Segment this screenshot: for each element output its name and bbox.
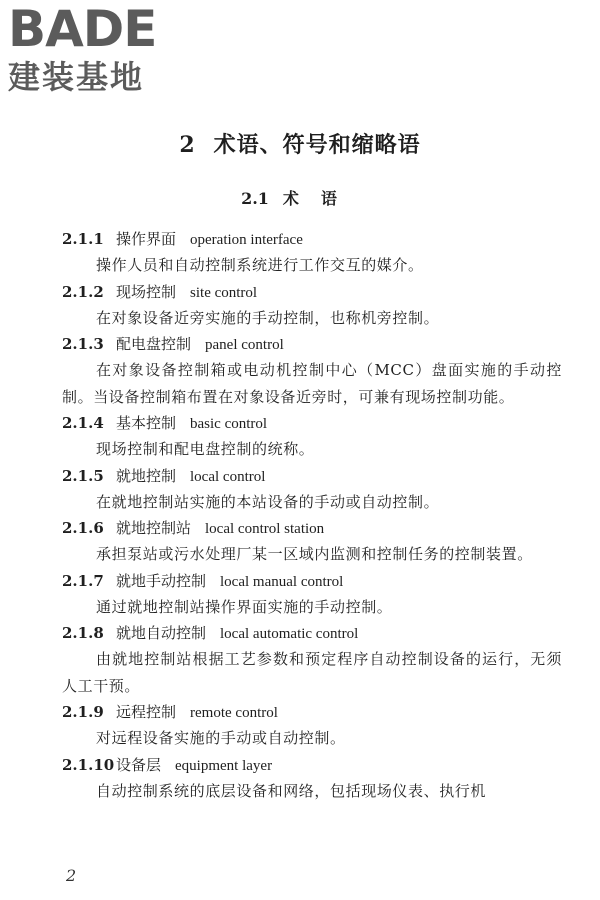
term-entry bbox=[62, 620, 562, 699]
logo-brand: BADE bbox=[8, 0, 157, 58]
term-english: local control station bbox=[205, 521, 325, 537]
term-definition: 在就地控制站实施的本站设备的手动或自动控制。 bbox=[96, 492, 440, 511]
term-english: site control bbox=[190, 284, 258, 301]
term-definition: 由就地控制站根据工艺参数和预定程序自动控制设备的运行，无须人工干预。 bbox=[62, 650, 562, 695]
term-definition: 自动控制系统的底层设备和网络，包括现场仪表、执行机 bbox=[96, 781, 487, 800]
term-entry bbox=[62, 752, 562, 805]
term-entry bbox=[62, 568, 562, 621]
term-english: basic control bbox=[190, 416, 268, 432]
term-english: local manual control bbox=[220, 573, 344, 590]
term-entry bbox=[62, 463, 562, 516]
chapter-title bbox=[0, 128, 600, 159]
term-english: remote control bbox=[190, 705, 278, 721]
logo-subtitle: 建装基地 bbox=[8, 58, 145, 96]
term-heading bbox=[62, 568, 562, 594]
bade-logo bbox=[8, 0, 178, 96]
section-title-text: 术语 bbox=[282, 189, 359, 208]
chapter-number: 2 bbox=[179, 132, 196, 158]
term-chinese: 就地控制站 bbox=[116, 519, 192, 537]
term-heading bbox=[62, 279, 562, 305]
term-definition: 对远程设备实施的手动或自动控制。 bbox=[96, 729, 346, 747]
term-english: local control bbox=[190, 468, 266, 485]
term-definition: 操作人员和自动控制系统进行工作交互的媒介。 bbox=[96, 256, 424, 274]
term-heading bbox=[62, 331, 562, 357]
term-chinese: 就地自动控制 bbox=[116, 624, 207, 642]
term-entry bbox=[62, 331, 562, 410]
page-number: 2 bbox=[66, 866, 77, 885]
chapter-title-text: 术语、符号和缩略语 bbox=[213, 132, 421, 158]
term-chinese: 就地手动控制 bbox=[116, 571, 207, 590]
term-entry bbox=[62, 410, 562, 463]
term-english: operation interface bbox=[190, 232, 303, 248]
term-heading bbox=[62, 699, 562, 725]
term-number: 2.1.5 bbox=[62, 466, 104, 485]
term-chinese: 基本控制 bbox=[116, 414, 177, 432]
term-entry bbox=[62, 279, 562, 332]
term-heading bbox=[62, 226, 562, 252]
term-heading bbox=[62, 752, 562, 778]
term-entry bbox=[62, 226, 562, 279]
term-english: panel control bbox=[205, 337, 284, 353]
term-number: 2.1.4 bbox=[62, 414, 104, 432]
term-chinese: 现场控制 bbox=[116, 282, 177, 301]
term-number: 2.1.7 bbox=[62, 571, 104, 590]
term-number: 2.1.1 bbox=[62, 230, 104, 248]
term-number: 2.1.8 bbox=[62, 624, 104, 642]
term-definition: 在对象设备近旁实施的手动控制，也称机旁控制。 bbox=[96, 308, 440, 327]
term-heading bbox=[62, 620, 562, 646]
term-chinese: 远程控制 bbox=[116, 703, 177, 721]
term-chinese: 操作界面 bbox=[116, 230, 177, 248]
term-heading bbox=[62, 410, 562, 436]
term-definition: 在对象设备控制箱或电动机控制中心（MCC）盘面实施的手动控制。当设备控制箱布置在对象设备近旁时，可兼有现场控制功能。 bbox=[62, 361, 562, 406]
term-heading bbox=[62, 463, 562, 489]
term-number: 2.1.10 bbox=[62, 755, 115, 774]
term-definition: 承担泵站或污水处理厂某一区域内监测和控制任务的控制装置。 bbox=[96, 545, 533, 563]
term-english: local automatic control bbox=[220, 626, 359, 642]
term-chinese: 设备层 bbox=[116, 755, 162, 774]
section-title bbox=[0, 186, 600, 209]
term-definition: 现场控制和配电盘控制的统称。 bbox=[96, 440, 315, 458]
term-number: 2.1.2 bbox=[62, 282, 104, 301]
term-chinese: 配电盘控制 bbox=[116, 335, 192, 353]
section-number: 2.1 bbox=[241, 189, 269, 208]
term-definition: 通过就地控制站操作界面实施的手动控制。 bbox=[96, 597, 393, 616]
term-number: 2.1.9 bbox=[62, 703, 104, 721]
term-chinese: 就地控制 bbox=[116, 466, 177, 485]
term-number: 2.1.6 bbox=[62, 519, 104, 537]
term-heading bbox=[62, 515, 562, 541]
term-english: equipment layer bbox=[175, 757, 273, 774]
terms-list bbox=[62, 226, 562, 804]
term-entry bbox=[62, 515, 562, 568]
term-number: 2.1.3 bbox=[62, 335, 104, 353]
term-entry bbox=[62, 699, 562, 752]
